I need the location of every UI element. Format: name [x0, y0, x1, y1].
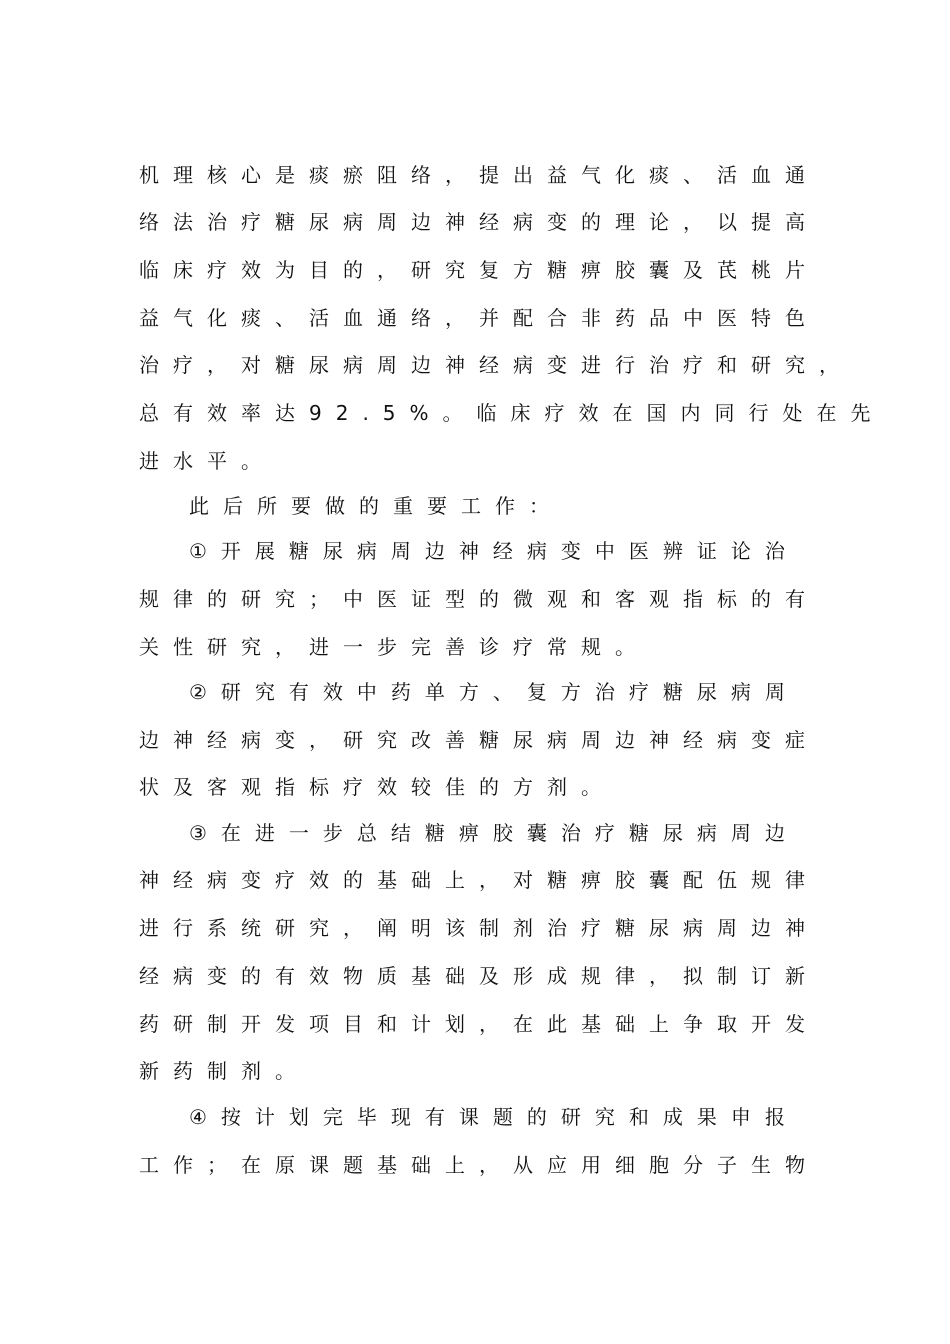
- text-line: 神经病变疗效的基础上，对糖痹胶囊配伍规律: [139, 868, 819, 892]
- text-line: 络法治疗糖尿病周边神经病变的理论，以提高: [139, 210, 819, 234]
- list-item-2-start: ②研究有效中药单方、复方治疗糖尿病周: [189, 680, 799, 704]
- text-line: 工作；在原课题基础上，从应用细胞分子生物: [139, 1153, 819, 1177]
- text-line: 进行系统研究，阐明该制剂治疗糖尿病周边神: [139, 916, 819, 940]
- text-line: 机理核心是痰瘀阻络，提出益气化痰、活血通: [139, 163, 819, 187]
- list-item-3-start: ③在进一步总结糖痹胶囊治疗糖尿病周边: [189, 821, 799, 845]
- text-line: 状及客观指标疗效较佳的方剂。: [139, 775, 615, 799]
- text-line: 治疗，对糖尿病周边神经病变进行治疗和研究，: [139, 353, 853, 377]
- list-item-1-start: ①开展糖尿病周边神经病变中医辨证论治: [189, 539, 799, 563]
- text-line: 规律的研究；中医证型的微观和客观指标的有: [139, 587, 819, 611]
- text-line: 益气化痰、活血通络，并配合非药品中医特色: [139, 306, 819, 330]
- text-line: 总有效率达92.5%。临床疗效在国内同行处在先: [139, 401, 885, 425]
- text-line: 边神经病变，研究改善糖尿病周边神经病变症: [139, 728, 819, 752]
- text-line: 药研制开发项目和计划，在此基础上争取开发: [139, 1012, 819, 1036]
- text-line: 临床疗效为目的，研究复方糖痹胶囊及芪桃片: [139, 258, 819, 282]
- text-line: 关性研究，进一步完善诊疗常规。: [139, 635, 649, 659]
- text-line: 经病变的有效物质基础及形成规律，拟制订新: [139, 964, 819, 988]
- text-line: 进水平。: [139, 449, 275, 473]
- paragraph-heading: 此后所要做的重要工作：: [189, 494, 563, 518]
- text-line: 新药制剂。: [139, 1059, 309, 1083]
- list-item-4-start: ④按计划完毕现有课题的研究和成果申报: [189, 1105, 799, 1129]
